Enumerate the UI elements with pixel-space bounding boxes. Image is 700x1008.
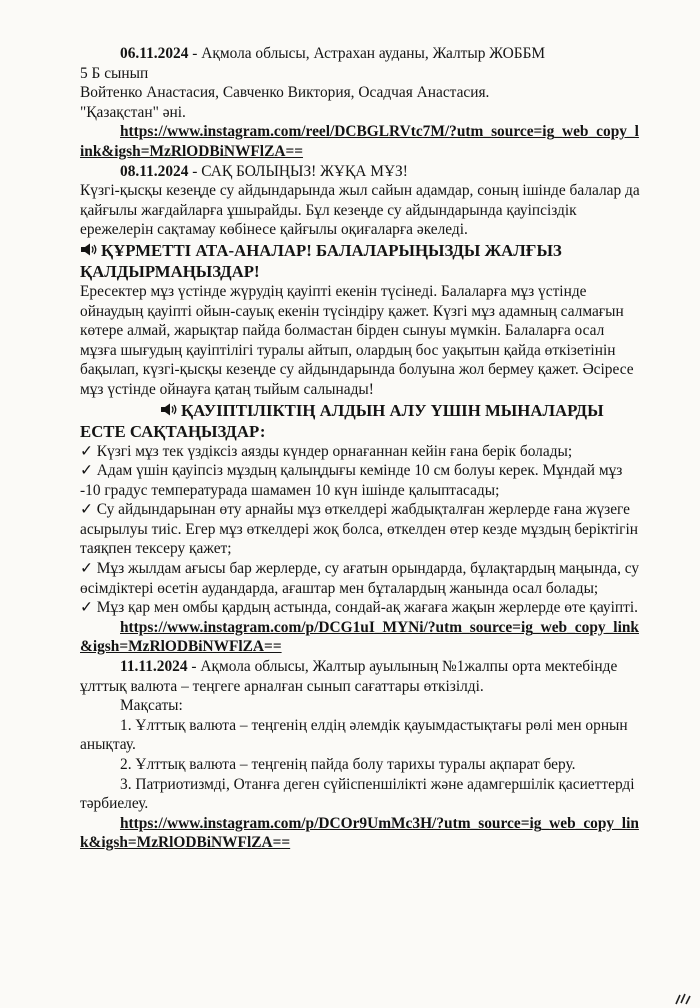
goal-item: 1. Ұлттық валюта – теңгенің елдің әлемдік қауымдастықтағы рөлі мен орнын анықтау. [80,716,628,754]
entry-11-11 [80,657,640,696]
intro-paragraph: Күзгі-қысқы кезеңде су айдындарында жыл сайын адамдар, соның ішінде балалар да қайғылы жағдайларға ұшырайды. Бұл кезеңде су айдындарында қауіпсіздік ережелерін сақтамау көбінесе қайғылы оқиғаларға әкеледі. [80,182,640,239]
speaker-icon [120,400,177,421]
entry-08-11 [80,162,640,182]
instagram-link[interactable]: https://www.instagram.com/p/DCG1uI_MYNi/?utm_source=ig_web_copy_link&igsh=MzRlODBiNWFlZA== [80,618,639,656]
entry-date: 08.11.2024 [120,162,189,180]
parents-heading [80,240,640,282]
speaker-icon [80,240,97,261]
document-body [80,44,640,853]
check-item: ✓ Мұз қар мен омбы қардың астында, сондай-ақ жағаға жақын жерлерде өте қауіпті. [80,599,638,617]
song-line: "Қазақстан" әні. [80,103,186,121]
instagram-link[interactable]: https://www.instagram.com/reel/DCBGLRVtc7M/?utm_source=ig_web_copy_link&igsh=MzRlODBiNWFlZA== [80,123,639,160]
entry-text: - САҚ БОЛЫҢЫЗ! ЖҰҚА МҰЗ! [188,162,408,180]
entry-06-11 [80,44,640,64]
check-item: ✓ Су айдындарынан өту арнайы мұз өткелдері жабдықталған жерлерде ғана жүзеге асырылуы тиіс. Егер мұз өткелдері жоқ болса, өткелден өтер кезде мұздың беріктігін таяқпен тексеру қажет; [80,501,638,558]
entry-date: 06.11.2024 [120,45,189,62]
check-item: ✓ Адам үшін қауіпсіз мұздың қалыңдығы кемінде 10 см болуы керек. Мұндай мұз -10 градус температурада шамамен 10 күн ішінде қалыптасады; [80,462,623,499]
goal-item: 2. Ұлттық валюта – теңгенің пайда болу тарихы туралы ақпарат беру. [120,756,576,773]
safety-paragraph: Ересектер мұз үстінде жүрудің қауіпті екенін түсінеді. Балаларға мұз үстінде ойнаудың қауіпті ойын-сауық екенін түсіндіру қажет. Күзгі мұз адамның салмағын көтере алмай, жарықтар пайда болмастан бірден сынуы мүмкін. Балаларға осал мұзға шығудың қауіптілігі туралы айтып, олардың бос уақытын қайда өткізетінін бақылап, күзгі-қысқы кезеңде су айдындарында болуына жол бермеу қажет. Әсіресе мұз үстінде ойнауға қатаң тыйым салынады! [80,282,634,398]
heading-text: ҚАУІПТІЛІКТІҢ АЛДЫН АЛУ ҮШІН МЫНАЛАРДЫ ЕСТЕ САҚТАҢЫЗДАР: [80,400,604,441]
check-item: ✓ Мұз жылдам ағысы бар жерлерде, су ағатын орындарда, бұлақтардың маңында, су өсімдіктері өсетін аудандарда, ағаштар мен бұталардың жанында осал болады; [80,560,640,597]
entry-text: - Ақмола облысы, Жалтыр ауылының №1жалпы орта мектебінде ұлттық валюта – теңгеге арналған сынып сағаттары өткізілді. [80,658,618,695]
class-line: 5 Б сынып [80,64,149,82]
students-line: Войтенко Анастасия, Савченко Виктория, Осадчая Анастасия. [80,84,490,102]
goal-item: 3. Патриотизмді, Отанға деген сүйіспеншілікті және адамгершілік қасиеттерді тәрбиелеу. [80,775,635,813]
goals-label: Мақсаты: [120,697,183,715]
check-item: ✓ Күзгі мұз тек үздіксіз аязды күндер орнағаннан кейін ғана берік болады; [80,442,573,460]
entry-date: 11.11.2024 [120,658,188,676]
heading-text: ҚҰРМЕТТІ АТА-АНАЛАР! БАЛАЛАРЫҢЫЗДЫ ЖАЛҒЫЗ ҚАЛДЫРМАҢЫЗДАР! [80,240,562,281]
instagram-link[interactable]: https://www.instagram.com/p/DCOr9UmMc3H/?utm_source=ig_web_copy_link&igsh=MzRlODBiNWFlZA== [80,814,639,852]
prevention-heading [80,400,640,442]
pen-mark-icon [674,992,692,1006]
entry-text: - Ақмола облысы, Астрахан ауданы, Жалтыр ЖОББМ [188,45,546,62]
